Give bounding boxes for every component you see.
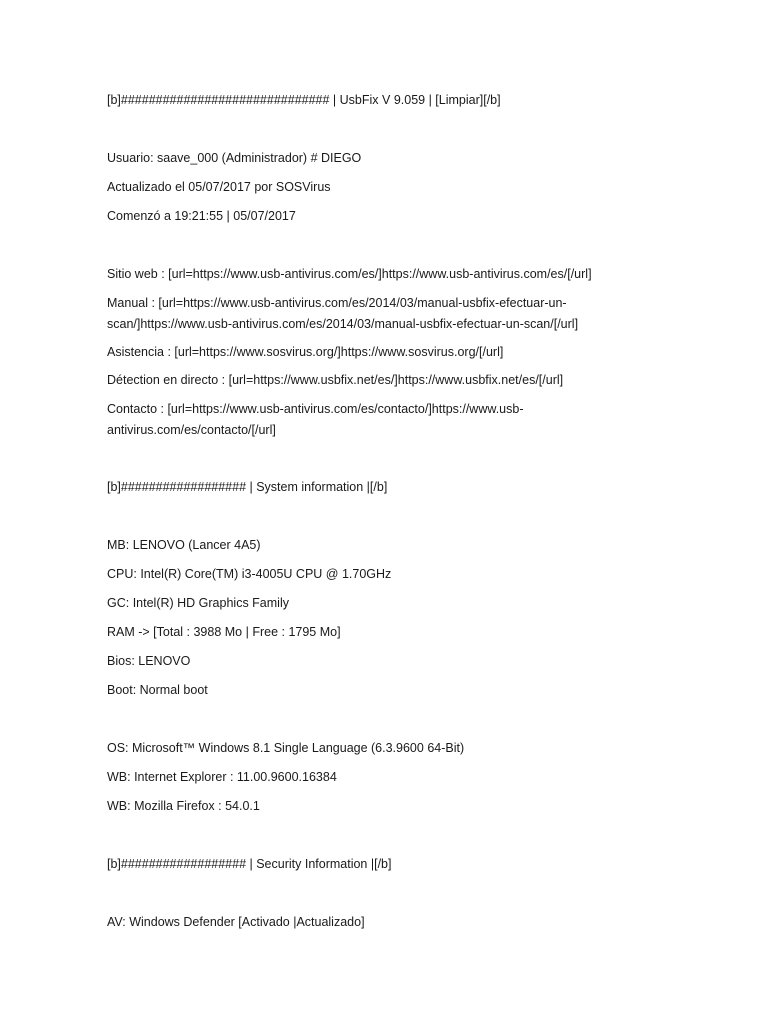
updated-line: Actualizado el 05/07/2017 por SOSVirus [107,180,331,194]
security-information-header: [b]################## | Security Information |[/b] [107,857,392,871]
boot-line: Boot: Normal boot [107,683,208,697]
header-usbfix-line: [b]############################## | UsbFix V 9.059 | [Limpiar][/b] [107,93,501,107]
contact-line: Contacto : [url=https://www.usb-antivirus.com/es/contacto/]https://www.usb-antivirus.com/es/contacto/[/url] [107,402,524,437]
detection-line: Détection en directo : [url=https://www.usbfix.net/es/]https://www.usbfix.net/es/[/url] [107,373,564,387]
cpu-line: CPU: Intel(R) Core(TM) i3-4005U CPU @ 1.70GHz [107,567,392,581]
user-line: Usuario: saave_000 (Administrador) # DIEGO [107,151,362,165]
browser-firefox-line: WB: Mozilla Firefox : 54.0.1 [107,799,260,813]
graphics-line: GC: Intel(R) HD Graphics Family [107,596,289,610]
ram-line: RAM -> [Total : 3988 Mo | Free : 1795 Mo] [107,625,341,639]
system-information-header: [b]################## | System information |[/b] [107,480,388,494]
manual-line: Manual : [url=https://www.usb-antivirus.com/es/2014/03/manual-usbfix-efectuar-un-scan/]https://www.usb-antivirus.com/es/2014/03/manual-usbfix-efectuar-un-scan/[/url] [107,296,579,331]
started-line: Comenzó a 19:21:55 | 05/07/2017 [107,209,296,223]
os-line: OS: Microsoft™ Windows 8.1 Single Language (6.3.9600 64-Bit) [107,741,465,755]
browser-ie-line: WB: Internet Explorer : 11.00.9600.16384 [107,770,337,784]
bios-line: Bios: LENOVO [107,654,191,668]
antivirus-line: AV: Windows Defender [Activado |Actualizado] [107,915,365,929]
assistance-line: Asistencia : [url=https://www.sosvirus.org/]https://www.sosvirus.org/[/url] [107,345,504,359]
website-line: Sitio web : [url=https://www.usb-antivirus.com/es/]https://www.usb-antivirus.com/es/[/url] [107,267,592,281]
motherboard-line: MB: LENOVO (Lancer 4A5) [107,538,261,552]
